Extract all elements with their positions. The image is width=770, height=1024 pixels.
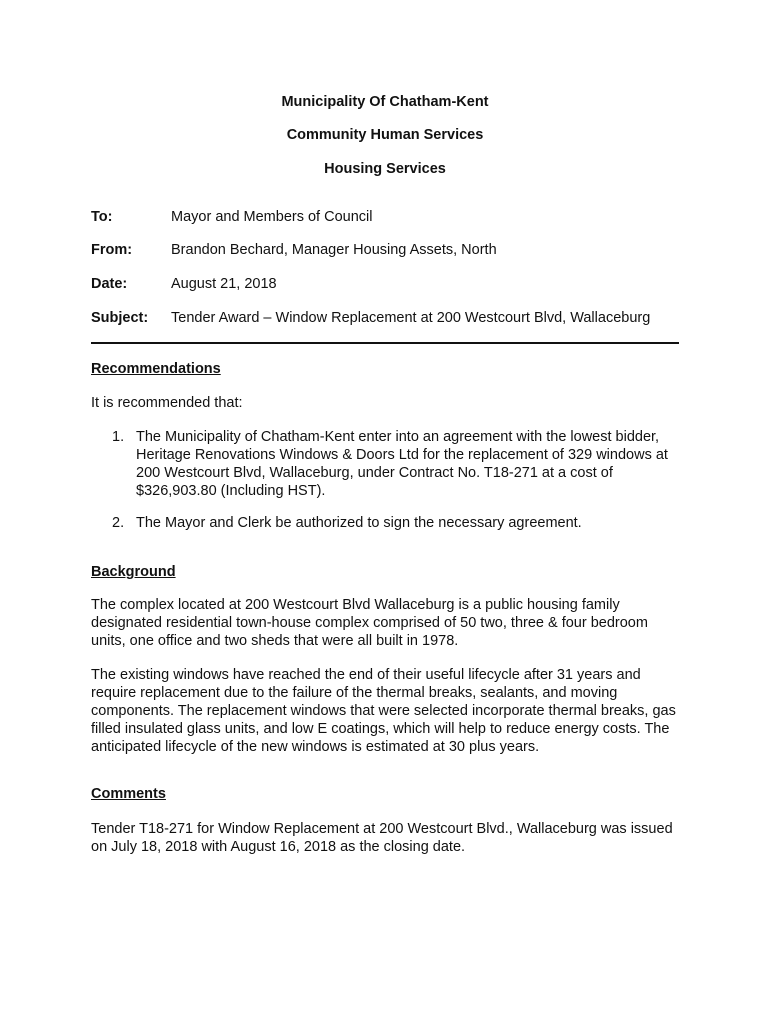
background-paragraph: The complex located at 200 Westcourt Blvd Wallaceburg is a public housing family designated residential town-house complex comprised of 50 two, three & four bedroom units, one office and two sheds that were all built in 1978. <box>91 597 648 649</box>
department-title: Community Human Services <box>286 127 484 143</box>
comments-heading: Comments <box>91 786 166 802</box>
memo-from-value: Brandon Bechard, Manager Housing Assets, North <box>171 242 497 258</box>
memo-subject-label: Subject: <box>91 310 149 326</box>
memo-to-label: To: <box>91 209 113 225</box>
memo-date-row <box>91 276 691 296</box>
memo-to-value: Mayor and Members of Council <box>171 209 373 225</box>
memo-subject-value: Tender Award – Window Replacement at 200 Westcourt Blvd, Wallaceburg <box>171 310 651 326</box>
memo-from-row <box>91 242 691 262</box>
recommendation-number: 1. <box>112 429 125 445</box>
comments-paragraph: Tender T18-271 for Window Replacement at 200 Westcourt Blvd., Wallaceburg was issued on July 18, 2018 with August 16, 2018 as the closing date. <box>91 821 673 855</box>
division-title: Housing Services <box>324 161 446 177</box>
recommendations-intro: It is recommended that: <box>91 395 243 411</box>
header-divider <box>91 342 679 344</box>
recommendation-text: The Municipality of Chatham-Kent enter into an agreement with the lowest bidder, Heritage Renovations Windows & Doors Ltd for the replacement of 329 windows at 200 Westcourt Blvd, Wallaceburg, under Contract No. T18-271 at a cost of $326,903.80 (Including HST). <box>136 429 668 499</box>
recommendation-number: 2. <box>112 515 125 531</box>
memo-to-row <box>91 209 691 229</box>
memo-date-label: Date: <box>91 276 128 292</box>
memo-subject-row <box>91 310 691 330</box>
memo-date-value: August 21, 2018 <box>171 276 277 292</box>
municipality-title: Municipality Of Chatham-Kent <box>281 94 489 110</box>
memo-from-label: From: <box>91 242 133 258</box>
background-heading: Background <box>91 564 176 580</box>
background-paragraph: The existing windows have reached the end of their useful lifecycle after 31 years and require replacement due to the failure of the thermal breaks, sealants, and moving components. The replacement windows that were selected incorporate thermal breaks, gas filled insulated glass units, and low E coatings, which will help to reduce energy costs. The anticipated lifecycle of the new windows is estimated at 30 plus years. <box>91 667 676 755</box>
recommendation-text: The Mayor and Clerk be authorized to sign the necessary agreement. <box>136 515 582 531</box>
recommendations-heading: Recommendations <box>91 361 221 377</box>
